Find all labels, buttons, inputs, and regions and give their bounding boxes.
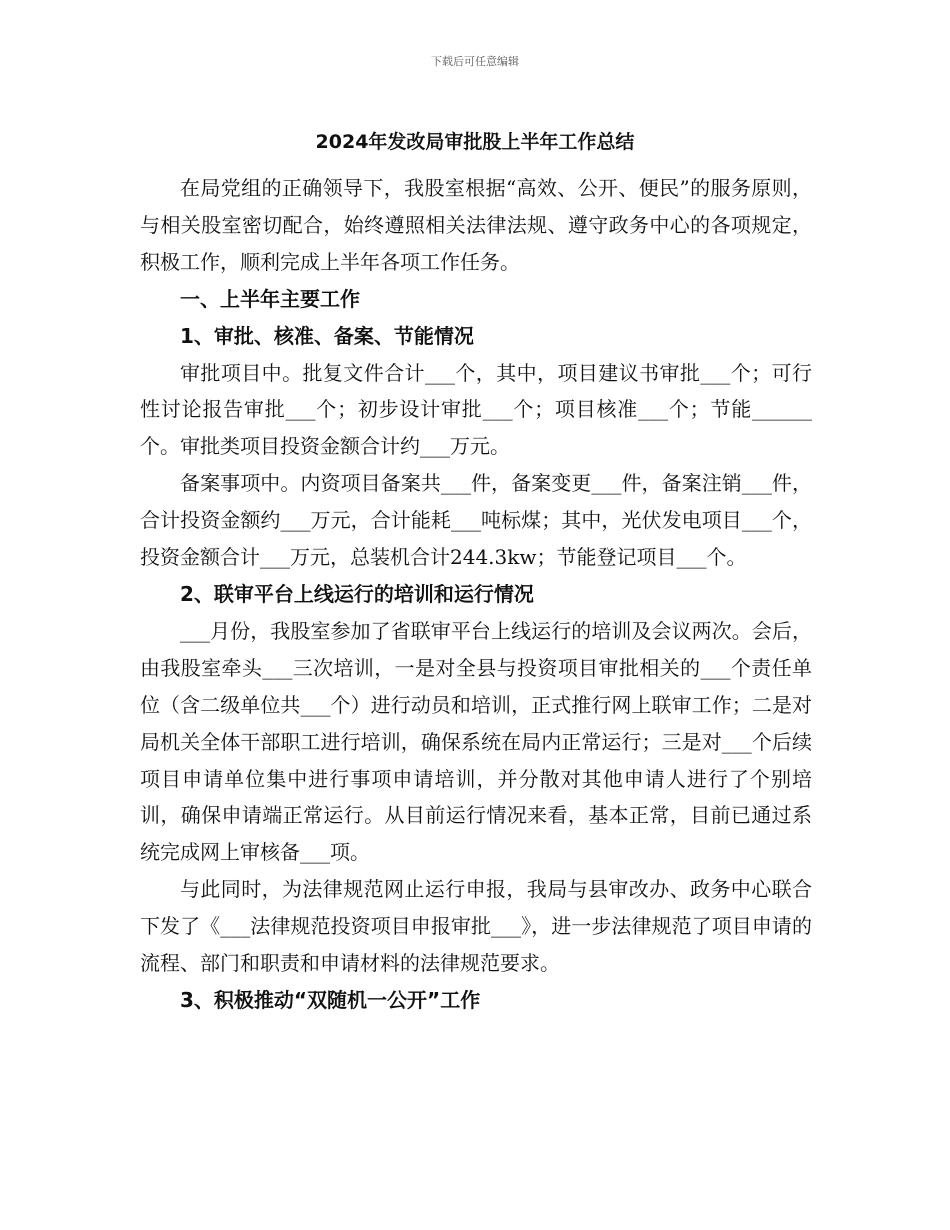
document-body bbox=[140, 170, 812, 1019]
subsection-heading-3: 3、积极推动“双随机一公开”工作 bbox=[180, 987, 481, 1012]
document-title: 2024年发改局审批股上半年工作总结 bbox=[315, 131, 635, 153]
subsection-2-paragraph-1: ___月份，我股室参加了省联审平台上线运行的培训及会议两次。会后，由我股室牵头___三次培训，一是对全县与投资项目审批相关的___个责任单位（含二级单位共___个）进行动员和培训，正式推行网上联审工作；二是对局机关全体干部职工进行培训，确保系统在局内正常运行；三是对___个后续项目申请单位集中进行事项申请培训，并分散对其他申请人进行了个别培训，确保申请端正常运行。从目前运行情况来看，基本正常，目前已通过系统完成网上审核备___项。 bbox=[140, 618, 812, 865]
subsection-2-paragraph-2: 与此同时，为法律规范网止运行申报，我局与县审改办、政务中心联合下发了《___法律规范投资项目申报审批___》，进一步法律规范了项目申请的流程、部门和职责和申请材料的法律规范要求。 bbox=[140, 877, 812, 976]
subsection-1-paragraph-2: 备案事项中。内资项目备案共___件，备案变更___件，备案注销___件，合计投资金额约___万元，合计能耗___吨标煤；其中，光伏发电项目___个，投资金额合计___万元，总装机合计244.3kw；节能登记项目___个。 bbox=[140, 471, 812, 570]
subsection-heading-2: 2、联审平台上线运行的培训和运行情况 bbox=[180, 581, 534, 606]
intro-paragraph: 在局党组的正确领导下，我股室根据“高效、公开、便民”的服务原则，与相关股室密切配合，始终遵照相关法律法规、遵守政务中心的各项规定，积极工作，顺利完成上半年各项工作任务。 bbox=[140, 176, 812, 274]
subsection-1-paragraph-1: 审批项目中。批复文件合计___个，其中，项目建议书审批___个；可行性讨论报告审批___个；初步设计审批___个；项目核准___个；节能______个。审批类项目投资金额合计约___万元。 bbox=[140, 360, 812, 459]
section-heading-1: 一、上半年主要工作 bbox=[180, 286, 360, 311]
subsection-heading-1: 1、审批、核准、备案、节能情况 bbox=[180, 323, 474, 348]
page-header-note: 下载后可任意编辑 bbox=[431, 55, 519, 68]
